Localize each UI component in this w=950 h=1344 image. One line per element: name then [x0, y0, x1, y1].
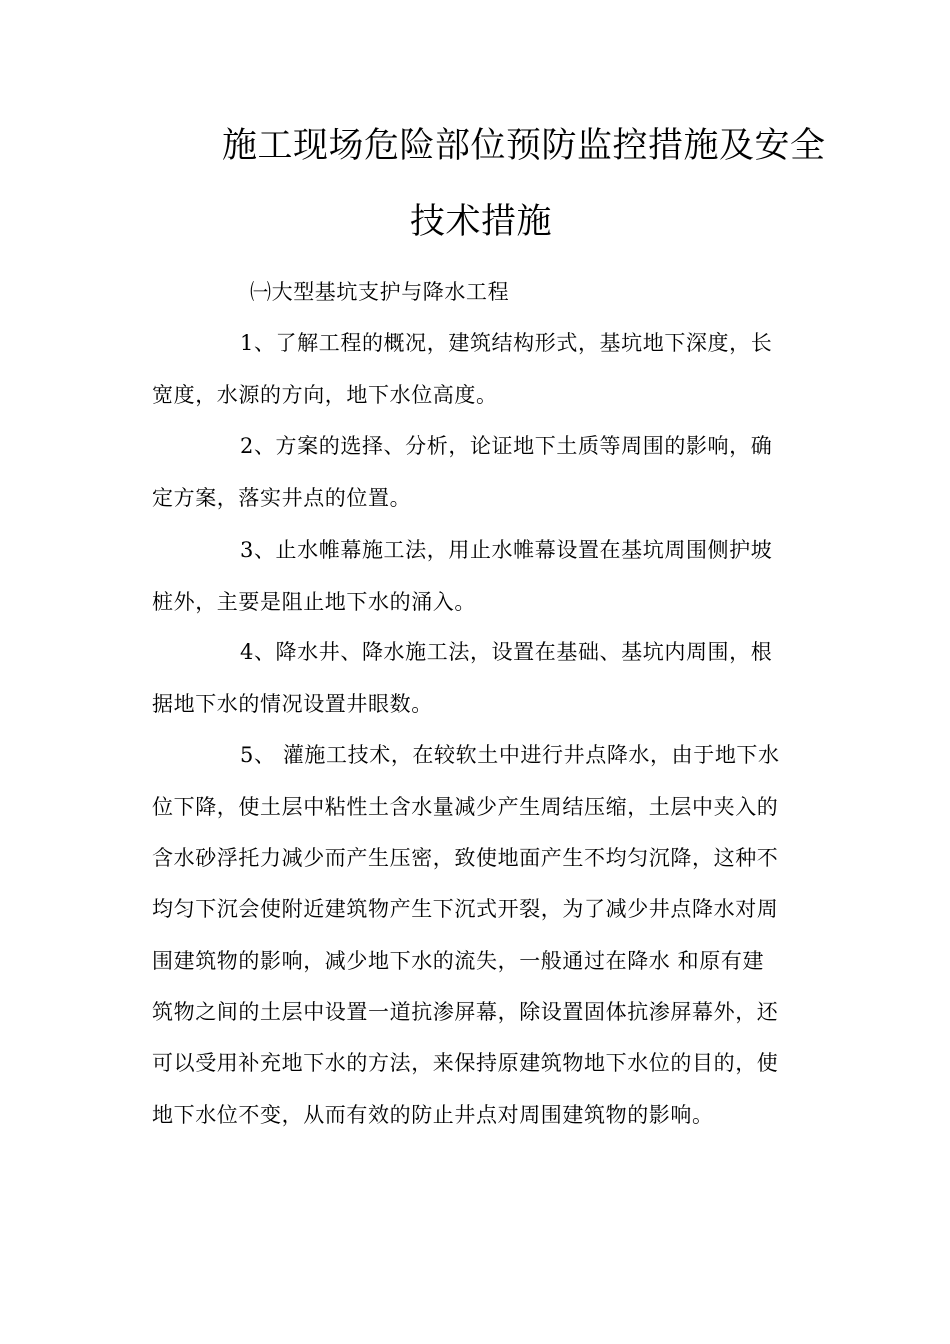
paragraph-5-line-4: 均匀下沉会使附近建筑物产生下沉式开裂，为了减少井点降水对周 — [152, 897, 779, 921]
paragraph-5-line-7: 可以受用补充地下水的方法，来保持原建筑物地下水位的目的，使 — [152, 1051, 779, 1075]
paragraph-5-line-8: 地下水位不变，从而有效的防止井点对周围建筑物的影响。 — [152, 1103, 714, 1127]
paragraph-3-line-2: 桩外，主要是阻止地下水的涌入。 — [152, 590, 476, 614]
paragraph-5-line-1: 5、 灌施工技术，在较软土中进行井点降水，由于地下水 — [240, 743, 780, 767]
section-heading: ㈠大型基坑支护与降水工程 — [250, 280, 510, 304]
paragraph-4-line-2: 据地下水的情况设置井眼数。 — [152, 692, 433, 716]
paragraph-2-line-2: 定方案，落实井点的位置。 — [152, 486, 412, 510]
paragraph-2-line-1: 2、方案的选择、分析，论证地下土质等周围的影响，确 — [240, 434, 773, 458]
paragraph-3-line-1: 3、止水帷幕施工法，用止水帷幕设置在基坑周围侧护坡 — [240, 538, 773, 562]
document-title-line-1: 施工现场危险部位预防监控措施及安全 — [222, 126, 826, 166]
paragraph-5-line-3: 含水砂浮托力减少而产生压密，致使地面产生不均匀沉降，这种不 — [152, 846, 779, 870]
paragraph-5-line-5: 围建筑物的影响，减少地下水的流失，一般通过在降水 和原有建 — [152, 949, 765, 973]
paragraph-1-line-2: 宽度，水源的方向，地下水位高度。 — [152, 383, 498, 407]
paragraph-1-line-1: 1、了解工程的概况，建筑结构形式，基坑地下深度，长 — [240, 331, 773, 355]
paragraph-4-line-1: 4、降水井、降水施工法，设置在基础、基坑内周围，根 — [240, 640, 773, 664]
paragraph-5-line-2: 位下降，使土层中粘性土含水量减少产生周结压缩，土层中夹入的 — [152, 795, 779, 819]
paragraph-5-line-6: 筑物之间的土层中设置一道抗渗屏幕，除设置固体抗渗屏幕外，还 — [152, 1000, 779, 1024]
document-title-line-2: 技术措施 — [410, 202, 553, 242]
